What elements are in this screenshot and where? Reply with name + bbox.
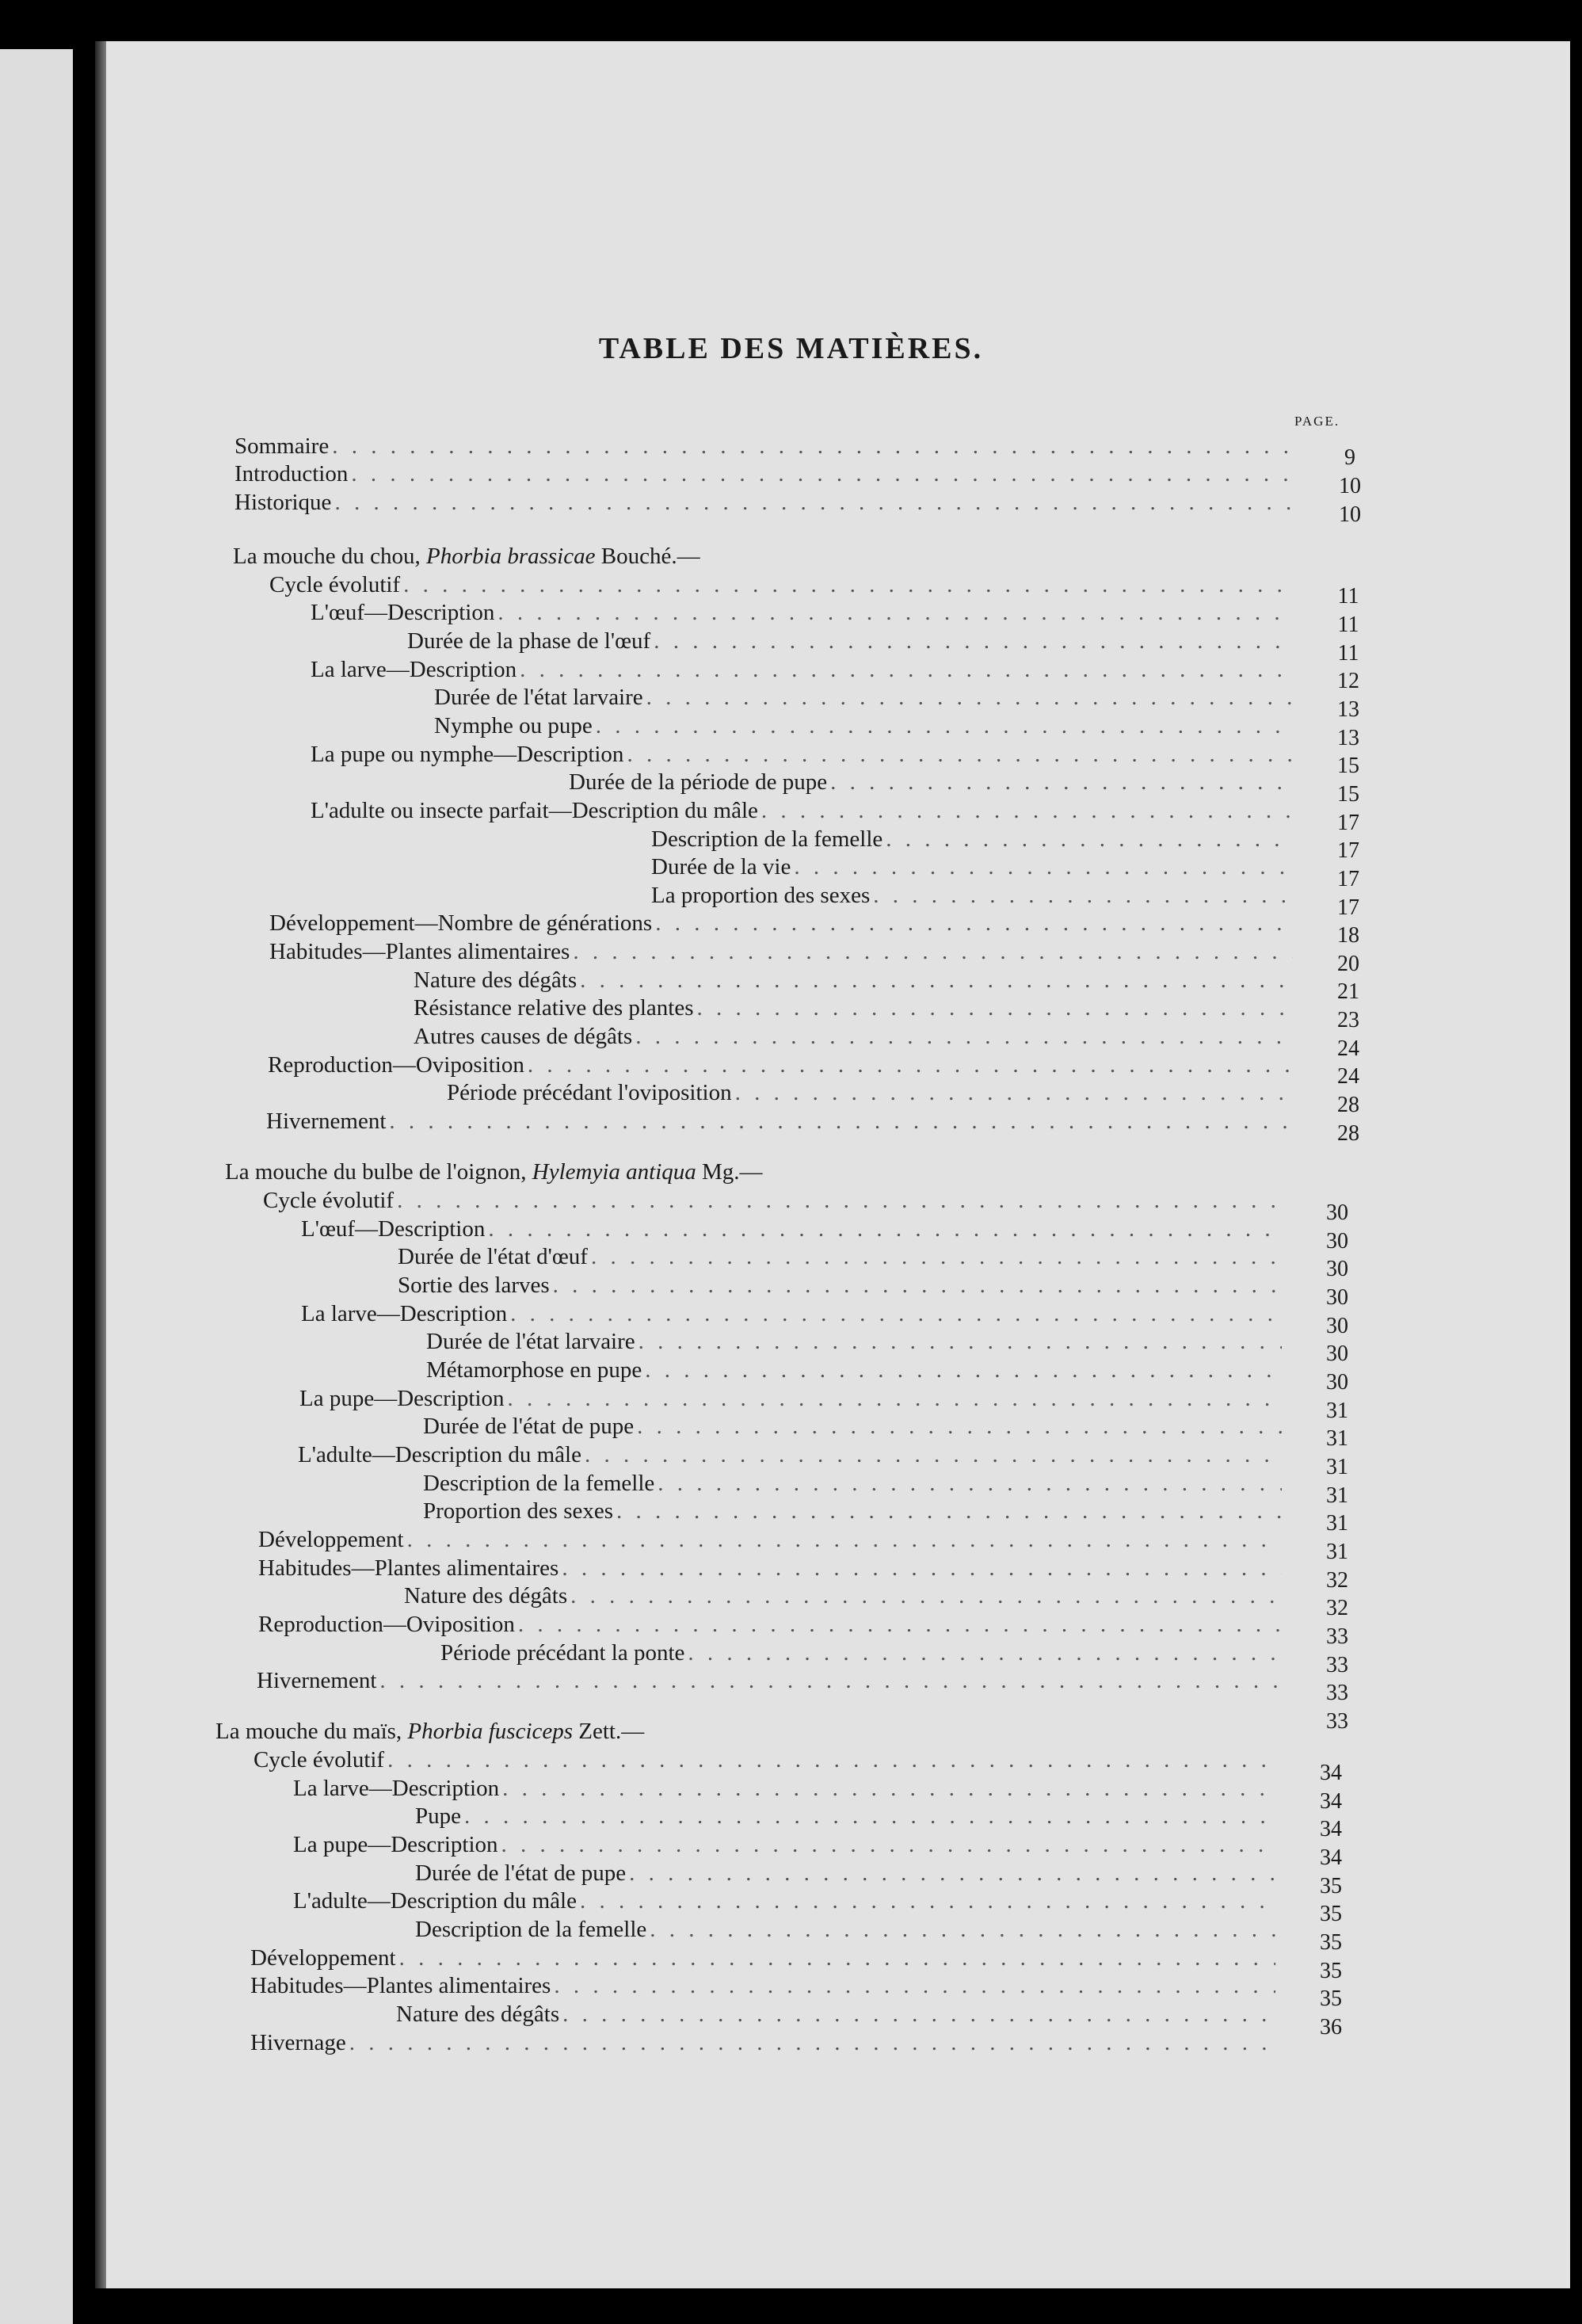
toc-entry [415,1915,1275,1944]
page-number: 33 [1326,1681,1348,1705]
toc-entry [266,1107,1293,1135]
toc-entry [423,1497,1282,1525]
dot-leader [637,1412,1282,1441]
toc-entry [263,1186,1282,1215]
toc-entry [299,1384,1282,1413]
toc-entry [301,1299,1282,1328]
entry-label: La proportion des sexes [651,883,871,908]
page-number: 17 [1337,895,1359,920]
entry-label: Nature des dégâts [414,967,578,993]
dot-leader [520,655,1293,684]
page-number: 11 [1337,584,1359,609]
page-number: 35 [1320,1874,1342,1899]
toc-entry [269,909,1293,937]
entry-label: Description de la femelle [423,1471,655,1496]
entry-label: Nymphe ou pupe [434,713,593,738]
entry-label: Hivernement [257,1668,377,1693]
toc-entry [415,1859,1275,1887]
toc-entry [426,1327,1282,1356]
entry-label: Durée de l'état de pupe [423,1414,635,1439]
toc-entry [407,627,1293,655]
page-number: 30 [1326,1341,1348,1366]
entry-label: Résistance relative des plantes [414,995,694,1021]
page-number: 12 [1337,669,1359,693]
toc-entry [258,1610,1282,1639]
page-number: 31 [1326,1483,1348,1508]
toc-entry [414,994,1293,1022]
dot-leader [596,712,1293,740]
toc-entry [311,598,1293,627]
toc-entry [447,1078,1293,1107]
entry-label: Métamorphose en pupe [426,1357,642,1383]
page-number: 34 [1320,1789,1342,1814]
dot-leader [646,683,1293,712]
entry-label: La larve—Description [311,657,517,682]
toc-entry [257,1666,1282,1695]
entry-label: Sommaire [234,433,330,459]
dot-leader [580,966,1293,994]
entry-label: Développement—Nombre de générations [269,910,653,936]
entry-label: Cycle évolutif [254,1747,385,1773]
dot-leader [616,1497,1282,1525]
entry-label: Habitudes—Plantes alimentaires [258,1555,559,1581]
entry-label: La pupe—Description [299,1386,505,1411]
page-number: 35 [1320,1902,1342,1926]
toc-entry [269,571,1296,599]
toc-entry [293,1774,1275,1803]
page-number: 17 [1337,811,1359,835]
toc-entry [311,655,1293,684]
species-name: Hylemyia antiqua [532,1159,696,1185]
toc-entry [254,1746,1275,1774]
dot-leader [658,1469,1282,1498]
page-number: 35 [1320,1959,1342,1983]
dot-leader [570,1582,1282,1610]
entry-label: Introduction [234,461,349,487]
dot-leader [735,1078,1293,1107]
dot-leader [387,1746,1275,1774]
page-number: 30 [1326,1229,1348,1254]
page-number: 20 [1337,952,1359,976]
dot-leader [389,1107,1293,1135]
entry-label: Habitudes—Plantes alimentaires [269,939,570,964]
page-number: 31 [1326,1426,1348,1451]
dot-leader [379,1666,1282,1695]
page-number: 32 [1326,1568,1348,1593]
page-number: 11 [1337,612,1359,637]
toc-entry [301,1215,1282,1243]
dot-leader [761,796,1293,825]
entry-label: Autres causes de dégâts [414,1024,633,1049]
toc-entry [440,1639,1282,1667]
page-number: 21 [1337,979,1359,1004]
dot-leader [697,994,1293,1022]
toc-entry [651,881,1293,910]
dot-leader [403,571,1296,599]
toc-entry [258,1554,1282,1582]
entry-label: L'œuf—Description [301,1216,486,1242]
entry-label: Durée de la phase de l'œuf [407,628,651,654]
dot-leader [873,881,1293,910]
dot-leader [497,598,1293,627]
page-number: 30 [1326,1257,1348,1281]
toc-entry [250,1944,1275,1972]
entry-label: La mouche du maïs, Phorbia fusciceps Zett.— [215,1719,645,1744]
toc-entry [398,1242,1282,1271]
dot-leader [399,1944,1275,1972]
entry-label: Habitudes—Plantes alimentaires [250,1973,551,1998]
dot-leader [886,825,1293,853]
toc-entry [269,937,1293,966]
page-number: 18 [1337,923,1359,948]
entry-label: La pupe—Description [293,1832,498,1857]
dot-leader [645,1356,1282,1384]
entry-label: La mouche du bulbe de l'oignon, Hylemyia antiqua Mg.— [225,1159,763,1185]
toc-entry [423,1412,1282,1441]
page-number: 17 [1337,838,1359,863]
page-number: 10 [1339,502,1361,527]
entry-label: Historique [234,490,332,515]
entry-label: L'adulte—Description du mâle [298,1442,581,1467]
toc-entry [651,825,1293,853]
page-number: 30 [1326,1314,1348,1338]
entry-label: Durée de l'état de pupe [415,1860,627,1886]
toc-entry [404,1582,1282,1610]
entry-label: Hivernage [250,2030,346,2055]
dot-leader [629,1859,1275,1887]
toc-entry [651,853,1293,881]
page-number: 33 [1326,1624,1348,1649]
dot-leader [397,1186,1282,1215]
species-name: Phorbia brassicae [426,544,596,569]
toc-entry [414,1022,1293,1051]
entry-label: Reproduction—Oviposition [258,1612,515,1637]
section-heading [225,1158,938,1186]
dot-leader [508,1384,1282,1413]
dot-leader [510,1299,1282,1328]
entry-label: Pupe [415,1803,461,1829]
dot-leader [650,1915,1275,1944]
entry-label: Description de la femelle [651,826,883,852]
dot-leader [562,1554,1282,1582]
entry-label: Cycle évolutif [269,572,401,597]
dot-leader [688,1639,1282,1667]
dot-leader [654,627,1293,655]
entry-label: L'adulte ou insecte parfait—Description du mâle [311,798,758,823]
dot-leader [349,2028,1275,2057]
toc-entry [426,1356,1282,1384]
toc-entry [234,488,1296,517]
page-column-header: PAGE. [1294,414,1340,429]
entry-label: Proportion des sexes [423,1498,614,1524]
page-number: 23 [1337,1008,1359,1032]
page-number: 31 [1326,1399,1348,1423]
dot-leader [591,1242,1282,1271]
dot-leader [585,1441,1282,1469]
page-number: 32 [1326,1596,1348,1620]
entry-label: Développement [250,1945,396,1971]
toc-entry [293,1887,1275,1915]
toc-entry [398,1271,1282,1299]
page-title: TABLE DES MATIÈRES. [598,332,984,365]
entry-label: Durée de la vie [651,854,791,880]
dot-leader [580,1887,1275,1915]
toc-entry [423,1469,1282,1498]
entry-label: Durée de l'état larvaire [434,685,643,710]
facing-page-edge [0,49,73,2324]
dot-leader [639,1327,1282,1356]
page-number: 24 [1337,1064,1359,1089]
entry-label: Développement [258,1527,404,1552]
page-number: 36 [1320,2015,1342,2040]
page-number: 30 [1326,1370,1348,1395]
toc-entry [293,1830,1275,1859]
entry-label: Cycle évolutif [263,1188,395,1213]
dot-leader [501,1830,1275,1859]
entry-label: La larve—Description [301,1301,508,1326]
toc-entry [234,432,1296,460]
toc-entry [311,796,1293,825]
page-number: 33 [1326,1709,1348,1734]
page-number: 30 [1326,1285,1348,1310]
dot-leader [407,1525,1282,1554]
entry-label: Reproduction—Oviposition [268,1052,524,1078]
entry-label: La mouche du chou, Phorbia brassicae Bouché.— [233,544,700,569]
toc-entry [569,768,1293,796]
dot-leader [351,460,1296,488]
page-number: 30 [1326,1200,1348,1225]
toc-entry [250,1971,1275,2000]
toc-entry [234,460,1296,488]
page-number: 13 [1337,697,1359,722]
entry-label: Durée de la période de pupe [569,769,828,795]
entry-label: La larve—Description [293,1776,500,1801]
dot-leader [332,432,1296,460]
page-number: 33 [1326,1653,1348,1677]
page-number: 34 [1320,1845,1342,1870]
dot-leader [528,1051,1293,1079]
entry-label: L'adulte—Description du mâle [293,1888,577,1914]
page-number: 13 [1337,726,1359,750]
dot-leader [573,937,1293,966]
page-number: 28 [1337,1121,1359,1146]
toc-entry [258,1525,1282,1554]
page-number: 35 [1320,1986,1342,2011]
entry-label: La pupe ou nymphe—Description [311,742,624,767]
toc-entry [250,2028,1275,2057]
page-number: 35 [1320,1930,1342,1955]
page-number: 9 [1344,445,1355,470]
page-number: 34 [1320,1761,1342,1785]
entry-label: Nature des dégâts [396,2002,560,2027]
page-number: 15 [1337,782,1359,807]
page-number: 31 [1326,1511,1348,1536]
dot-leader [627,740,1293,769]
entry-label: Durée de l'état d'œuf [398,1244,588,1269]
page-number: 17 [1337,867,1359,891]
dot-leader [635,1022,1293,1051]
dot-leader [334,488,1296,517]
toc-entry [414,966,1293,994]
toc-entry [415,1802,1275,1830]
entry-label: Sortie des larves [398,1273,550,1298]
toc-entry [298,1441,1282,1469]
section-heading [215,1717,928,1746]
species-name: Phorbia fusciceps [407,1719,574,1744]
dot-leader [464,1802,1275,1830]
page-number: 34 [1320,1817,1342,1841]
entry-label: Période précédant l'oviposition [447,1080,732,1105]
page-number: 31 [1326,1455,1348,1479]
page-number: 15 [1337,754,1359,778]
toc-entry [434,712,1293,740]
dot-leader [518,1610,1282,1639]
entry-label: Durée de l'état larvaire [426,1329,635,1354]
page-number: 10 [1339,474,1361,498]
dot-leader [554,1971,1275,2000]
page-number: 11 [1337,641,1359,666]
section-heading [233,542,946,571]
dot-leader [794,853,1293,881]
toc-entry [311,740,1293,769]
dot-leader [562,2000,1275,2028]
dot-leader [655,909,1293,937]
dot-leader [488,1215,1282,1243]
page-number: 24 [1337,1036,1359,1061]
page-number: 28 [1337,1093,1359,1117]
dot-leader [502,1774,1275,1803]
toc-entry [434,683,1293,712]
entry-label: Description de la femelle [415,1917,647,1942]
entry-label: Période précédant la ponte [440,1640,685,1666]
dot-leader [553,1271,1282,1299]
entry-label: L'œuf—Description [311,600,495,625]
dot-leader [830,768,1293,796]
toc-entry [396,2000,1275,2028]
page-number: 31 [1326,1540,1348,1564]
entry-label: Hivernement [266,1109,387,1134]
toc-entry [268,1051,1293,1079]
entry-label: Nature des dégâts [404,1583,568,1608]
